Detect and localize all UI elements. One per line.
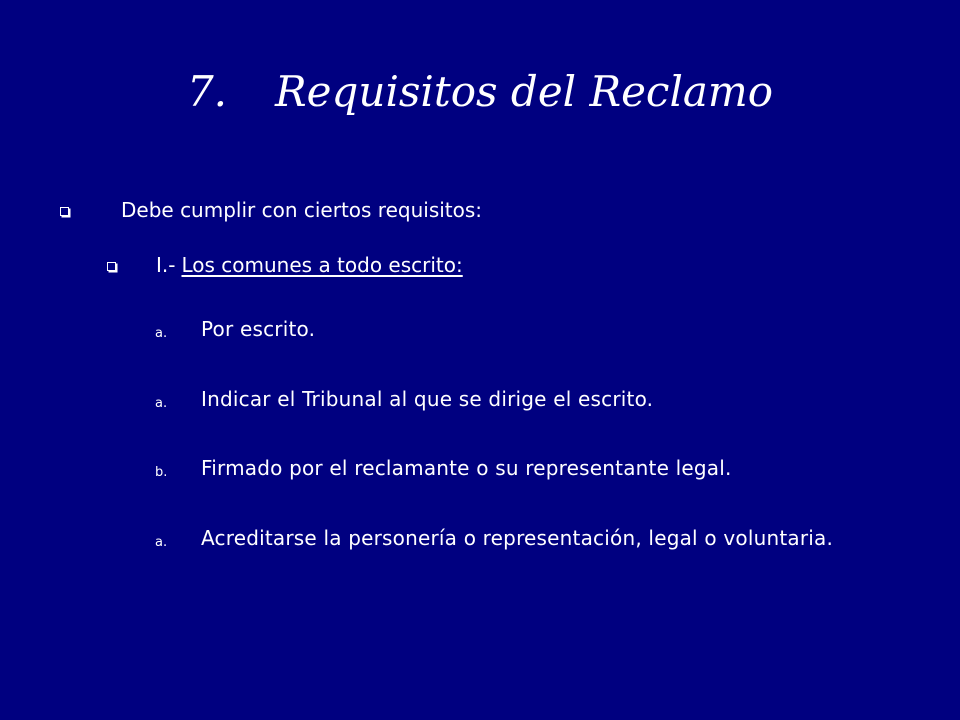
list-item (155, 316, 875, 347)
title-text: Requisitos del Reclamo (275, 67, 774, 116)
list-item (155, 525, 875, 556)
square-bullet-icon (60, 207, 69, 216)
list-item (155, 386, 875, 417)
list-item-marker: a. (155, 396, 168, 411)
list-item-text: Firmado por el reclamante o su representante legal. (201, 456, 732, 480)
list-item-text: Indicar el Tribunal al que se dirige el escrito. (201, 387, 654, 411)
list-item-marker: b. (155, 465, 168, 480)
bullet-level2-prefix: I.- (156, 253, 176, 277)
bullet-level2-heading: Los comunes a todo escrito: (181, 253, 463, 277)
bullet-level2 (107, 253, 463, 277)
list-item-text: Por escrito. (201, 317, 316, 341)
bullet-level1-text: Debe cumplir con ciertos requisitos: (121, 198, 483, 222)
bullet-level1 (60, 198, 482, 222)
title-number: 7. (186, 67, 228, 116)
list-item (155, 455, 875, 486)
slide-title (0, 62, 960, 122)
list-item-marker: a. (155, 326, 168, 341)
list-item-text: Acreditarse la personería o representación, legal o voluntaria. (201, 526, 834, 550)
square-bullet-icon (107, 262, 116, 271)
list-item-marker: a. (155, 535, 168, 550)
